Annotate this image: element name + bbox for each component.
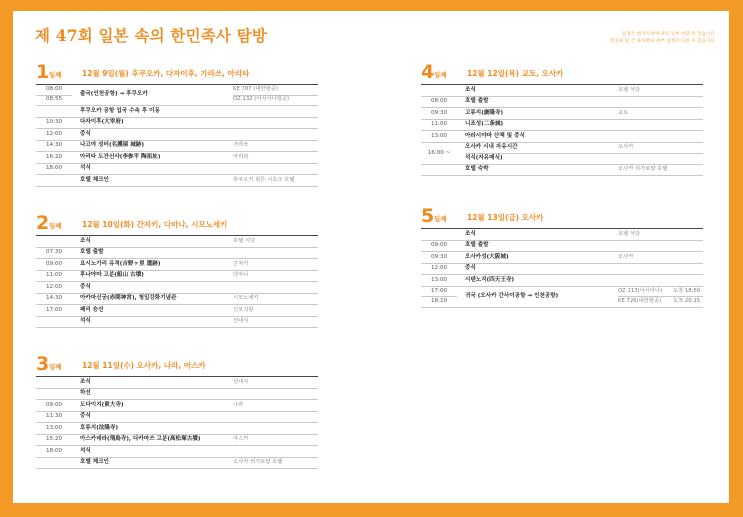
schedule-row: [421, 252, 703, 264]
row-activity: 조식: [465, 86, 476, 93]
note-line: 항공편 및 각 휴차별로 세부 일정이 다를 수 있습니다: [610, 39, 715, 44]
row-time: 10:30: [45, 119, 63, 125]
row-activity: 오사카성(大阪城): [465, 253, 509, 260]
row-activity: 중식: [80, 283, 91, 290]
schedule-row: [36, 446, 318, 458]
row-note: 다마나: [233, 272, 249, 278]
row-time: 18:10: [430, 297, 448, 304]
day-title: 12월 11일(수) 오사카, 나라, 아스카: [82, 361, 206, 370]
arrival-time: 도착 20:15: [673, 297, 701, 304]
row-activity: 아리타 도잔신사(李参平 陶祖址): [80, 153, 161, 160]
row-divider: [421, 296, 457, 297]
row-activity: 페리 승선: [80, 306, 104, 313]
schedule-row: [421, 108, 703, 120]
row-note: 선내식: [233, 318, 249, 324]
row-note: 간자키: [233, 260, 249, 267]
row-note: 신모지항: [233, 306, 254, 313]
row-activity: 호텔 출발: [465, 98, 489, 104]
schedule-row: [421, 131, 703, 143]
schedule-row: [36, 294, 318, 306]
row-time: 14:30: [45, 295, 63, 301]
schedule-row: [36, 389, 318, 401]
schedule-row: [421, 287, 703, 308]
schedule-row: [36, 259, 318, 271]
row-activity: 시텐노지(四天王寺): [465, 276, 515, 283]
row-activity: 나고야 성터(名護屋 城跡): [80, 142, 144, 148]
row-time: 08:00: [45, 86, 63, 92]
row-time: 12:00: [45, 130, 63, 137]
schedule-row: [421, 275, 703, 287]
row-activity: 조식: [80, 237, 91, 244]
row-note: OZ 132 (아시아나항공): [233, 96, 290, 102]
day-label: 일째: [49, 222, 62, 230]
schedule-row: [36, 129, 318, 141]
row-note: 교토: [618, 109, 629, 116]
day-title: 12월 13일(금) 오사카: [467, 213, 544, 222]
schedule-row: [421, 229, 703, 241]
row-activity: 고류지(廣隆寺): [465, 109, 504, 116]
row-activity: 다자이후(大宰府): [80, 119, 124, 125]
schedule-row: [36, 85, 318, 106]
row-activity: 요시노가리 유적(吉野ヶ里 遺跡): [80, 260, 161, 267]
day-title: 12월 12일(목) 교토, 오사카: [467, 69, 564, 78]
row-activity: 중식: [465, 265, 476, 271]
row-divider: [465, 153, 703, 154]
schedule-row: [36, 412, 318, 424]
row-time: 15:20: [45, 436, 63, 442]
schedule-row: [421, 165, 703, 177]
row-note: 아리타: [233, 153, 249, 160]
day-number: 1: [36, 61, 50, 83]
row-time: 11:00: [430, 121, 448, 127]
schedule-row: [36, 317, 318, 329]
day-5-section: [421, 206, 703, 308]
row-time: 16:00 ~: [427, 149, 451, 156]
row-activity: 호텔 출발: [80, 249, 104, 255]
row-time: 16:20: [45, 153, 63, 160]
schedule-row: [36, 141, 318, 153]
row-time: 07:30: [45, 249, 63, 255]
row-time: 09:00: [430, 242, 448, 248]
row-activity: 호텔 숙박: [465, 166, 489, 172]
row-time: 13:00: [430, 132, 448, 139]
schedule-row: [36, 400, 318, 412]
row-note: 선내식: [233, 378, 249, 385]
schedule-row: [36, 118, 318, 130]
row-time: 13:00: [430, 276, 448, 283]
row-activity: 조식: [465, 230, 476, 237]
day-header: [421, 62, 703, 82]
row-note: KE 787 (대한항공): [233, 86, 278, 92]
row-time: 12:00: [430, 265, 448, 271]
row-activity: 석식: [80, 165, 91, 171]
row-divider: [618, 296, 703, 297]
row-activity: 하선: [80, 390, 91, 396]
row-activity: 석식(자유매식): [465, 154, 503, 161]
row-note: 오사카 리가로얄 호텔: [233, 459, 283, 465]
schedule-row: [36, 236, 318, 248]
row-time: 18:00: [45, 165, 63, 171]
day-label: 일째: [434, 71, 447, 79]
row-time: 18:00: [45, 447, 63, 454]
row-time: 09:30: [430, 109, 448, 116]
row-time: 09:00: [45, 260, 63, 267]
schedule-row: [36, 152, 318, 164]
row-time: 11:30: [45, 413, 63, 419]
row-time: 14:30: [45, 142, 63, 148]
row-time: 08:55: [45, 96, 63, 102]
row-activity: 호류지(法隆寺): [80, 424, 119, 431]
row-note: 호텔 식당: [233, 237, 256, 244]
day-label: 일째: [49, 363, 62, 371]
note-line: 일정은 현지사정에 따라 일부 바뀔 수 있습니다: [621, 32, 715, 37]
row-activity: 출국(인천공항) → 후쿠오카: [80, 91, 148, 97]
day-title: 12월 10일(화) 간자키, 다마나, 시모노세키: [82, 220, 228, 229]
row-activity: 후쿠오카 공항 입국 수속 후 이동: [80, 107, 160, 114]
row-activity: 후나야마 고분(船山 古墳): [80, 272, 144, 278]
row-note: 아스카: [233, 436, 249, 442]
schedule-row: [36, 248, 318, 260]
day-number: 4: [421, 61, 435, 83]
row-activity: 아카마신궁(赤間神宮), 청일강화기념관: [80, 295, 177, 301]
schedule-notes: [610, 31, 715, 45]
row-note: 호텔 식당: [618, 86, 641, 93]
day-number: 3: [36, 353, 50, 375]
day-3-section: [36, 354, 318, 469]
row-note: 가라쓰: [233, 142, 249, 148]
schedule-row: [421, 143, 703, 165]
row-note: 후쿠오카 힐튼 시호크 호텔: [233, 176, 295, 183]
row-time: 13:00: [45, 424, 63, 431]
schedule-row: [421, 85, 703, 97]
row-note: 나라: [233, 401, 244, 408]
schedule-row: [421, 241, 703, 253]
row-note: 오사카 리가로얄 호텔: [618, 166, 668, 172]
row-note: OZ 113(아시아나): [618, 287, 663, 294]
day-title: 12월 9일(월) 후쿠오카, 다자이후, 가라쓰, 아리타: [82, 69, 250, 78]
row-note: 오사카: [618, 144, 634, 150]
row-activity: 니조성(二条城): [465, 121, 504, 127]
day-number: 2: [36, 212, 50, 234]
schedule-row: [36, 377, 318, 389]
row-time: 08:00: [430, 98, 448, 104]
row-activity: 중식: [80, 413, 91, 419]
schedule-row: [421, 97, 703, 109]
row-activity: 아스카데라(飛鳥寺), 다카마쓰 고분(高松塚古墳): [80, 436, 201, 442]
row-activity: 아라시야마 산책 및 중식: [465, 132, 525, 139]
schedule-row: [421, 264, 703, 276]
row-time: 11:00: [45, 272, 63, 278]
row-activity: 중식: [80, 130, 91, 137]
row-time: 09:00: [45, 401, 63, 408]
schedule-row: [36, 106, 318, 118]
schedule-row: [36, 282, 318, 294]
row-activity: 조식: [80, 378, 91, 385]
day-label: 일째: [434, 215, 447, 223]
schedule-row: [421, 120, 703, 132]
day-header: [36, 354, 318, 374]
schedule-row: [36, 423, 318, 435]
schedule-row: [36, 164, 318, 176]
day-2-section: [36, 213, 318, 328]
row-activity: 오사카 시내 자유시간: [465, 144, 518, 150]
day-1-section: [36, 62, 318, 187]
row-activity: 호텔 체크인: [80, 176, 109, 183]
row-note: 호텔 식당: [618, 230, 641, 237]
row-note: KE 726(대한항공): [618, 297, 662, 304]
row-activity: 호텔 출발: [465, 242, 489, 248]
row-time: 09:30: [430, 253, 448, 260]
day-label: 일째: [49, 71, 62, 79]
row-time: 17:00: [430, 287, 448, 294]
row-activity: 도다이지(東大寺): [80, 401, 124, 408]
schedule-row: [36, 458, 318, 470]
page-title: 제 47회 일본 속의 한민족사 탐방: [35, 26, 268, 45]
arrival-time: 도착 18:50: [673, 287, 701, 294]
day-4-section: [421, 62, 703, 176]
day-number: 5: [421, 205, 435, 227]
schedule-row: [36, 435, 318, 447]
day-header: [421, 206, 703, 226]
row-time: 17:00: [45, 306, 63, 313]
row-activity: 귀국 (오사카 간사이공항 → 인천공항): [465, 292, 559, 299]
row-activity: 호텔 체크인: [80, 459, 109, 465]
row-activity: 석식: [80, 318, 91, 324]
row-note: 시모노세키: [233, 295, 259, 301]
schedule-row: [36, 305, 318, 317]
day-header: [36, 62, 318, 82]
day-header: [36, 213, 318, 233]
schedule-row: [36, 271, 318, 283]
row-divider: [36, 95, 72, 96]
row-time: 12:00: [45, 283, 63, 290]
row-note: 오사카: [618, 253, 634, 260]
schedule-row: [36, 175, 318, 187]
row-activity: 석식: [80, 447, 91, 454]
